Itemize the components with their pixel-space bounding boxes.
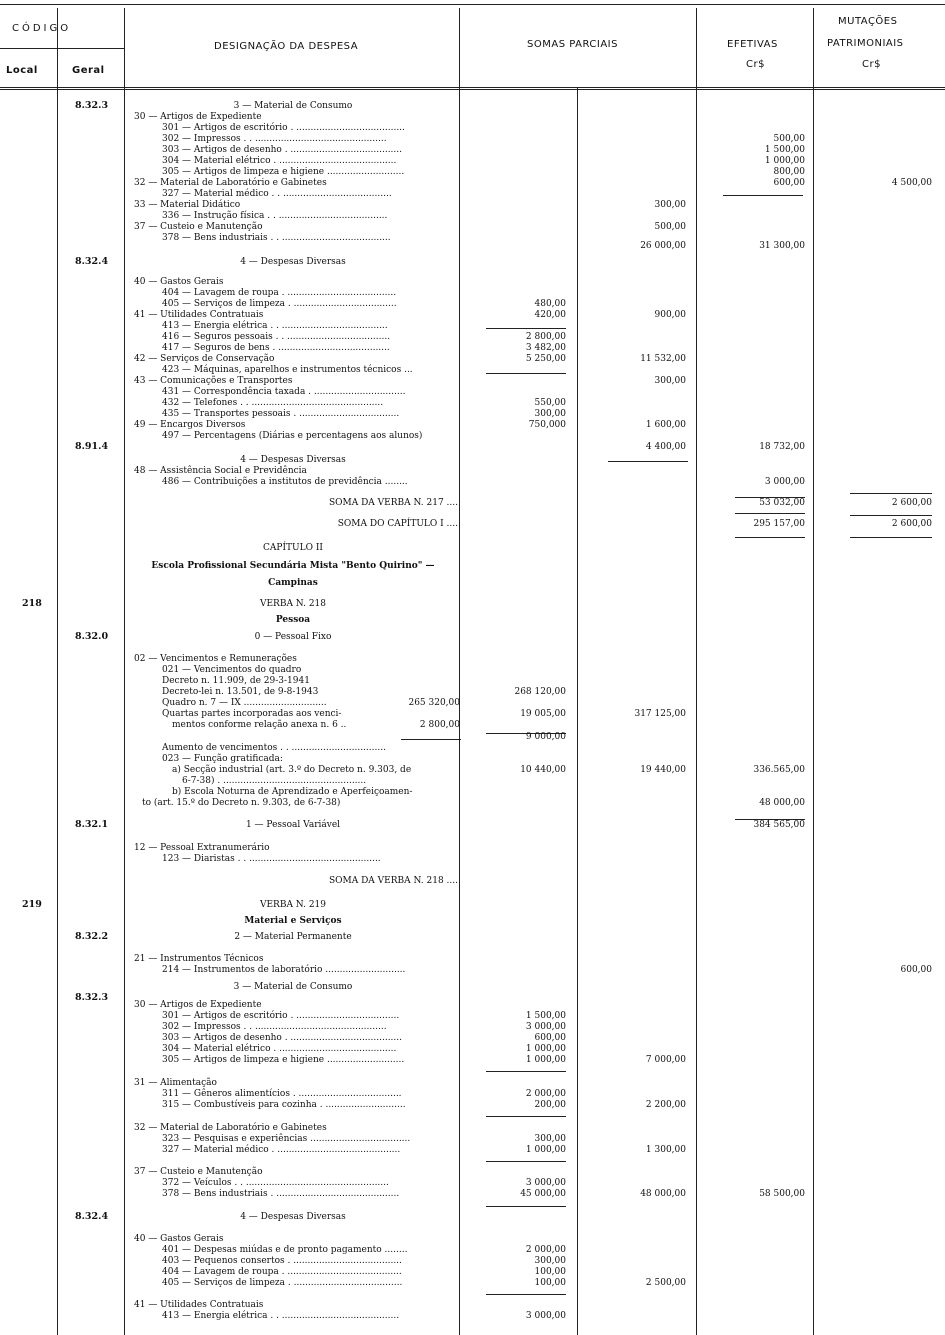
amount-p1: 600,00 <box>534 1033 566 1043</box>
header-designacao: DESIGNAÇÃO DA DESPESA <box>214 41 359 52</box>
line-description: 405 — Serviços de limpeza . .................................... <box>162 299 397 309</box>
line-description: 21 — Instrumentos Técnicos <box>134 954 264 964</box>
line-description: Quartas partes incorporadas aos venci- <box>162 709 342 719</box>
amount-e: 58 500,00 <box>759 1189 805 1199</box>
amount-p2: 2 200,00 <box>645 1100 686 1110</box>
line-description: 41 — Utilidades Contratuais <box>134 1300 264 1310</box>
line-description: SOMA DA VERBA N. 217 .... <box>328 498 458 508</box>
line-description: 6-7-38) . .................................................. <box>182 776 367 786</box>
line-description: 40 — Gastos Gerais <box>134 1234 224 1244</box>
amount-m: 600,00 <box>900 965 932 975</box>
total-rule <box>735 513 805 514</box>
line-description: 4 — Despesas Diversas <box>240 1212 346 1222</box>
line-code-geral: 8.32.4 <box>75 256 109 267</box>
line-code-geral: 8.32.3 <box>75 100 109 111</box>
line-description: Aumento de vencimentos . . ................................. <box>162 743 386 753</box>
total-rule <box>850 493 932 494</box>
amount-e: 53 032,00 <box>759 498 805 508</box>
amount-e: 1 500,00 <box>764 145 805 155</box>
line-description: 323 — Pesquisas e experiências ................................... <box>162 1134 411 1144</box>
subtotal-rule <box>401 739 461 740</box>
amount-e: 48 000,00 <box>759 798 805 808</box>
line-description: 303 — Artigos de desenho . ....................................... <box>162 145 403 155</box>
header-codigo-rule <box>0 48 124 49</box>
line-description: 02 — Vencimentos e Remunerações <box>134 654 297 664</box>
amount-e: 18 732,00 <box>759 442 805 452</box>
amount-p1: 268 120,00 <box>514 687 566 697</box>
col-divider-somas <box>696 8 697 1335</box>
line-description: 417 — Seguros de bens . ....................................... <box>162 343 390 353</box>
line-description: 123 — Diaristas . . .............................................. <box>162 854 381 864</box>
line-description: 41 — Utilidades Contratuais <box>134 310 264 320</box>
subtotal-rule <box>608 461 688 462</box>
line-description: 378 — Bens industriais . ........................................... <box>162 1189 400 1199</box>
amount-e: 384 565,00 <box>753 820 805 830</box>
amount-p1: 1 000,00 <box>525 1044 566 1054</box>
header-mutacoes: MUTAÇÕES <box>838 16 898 27</box>
line-description: Material e Serviços <box>244 916 342 926</box>
header-somas: SOMAS PARCIAIS <box>527 39 618 50</box>
amount-p1: 3 000,00 <box>525 1022 566 1032</box>
line-description: 33 — Material Didático <box>134 200 241 210</box>
amount-p1: 300,00 <box>534 1134 566 1144</box>
line-description: 311 — Gêneros alimentícios . .................................... <box>162 1089 402 1099</box>
total-rule <box>850 537 932 538</box>
line-description: 32 — Material de Laboratório e Gabinetes <box>134 178 327 188</box>
col-divider-local <box>57 8 58 1335</box>
amount-e: 800,00 <box>773 167 805 177</box>
header-efetivas: EFETIVAS <box>727 39 778 50</box>
line-code-geral: 8.32.4 <box>75 1211 109 1222</box>
amount-p2: 500,00 <box>654 222 686 232</box>
amount-m: 2 600,00 <box>891 498 932 508</box>
line-description: 48 — Assistência Social e Previdência <box>134 466 307 476</box>
amount-p1: 1 500,00 <box>525 1011 566 1021</box>
line-description: 403 — Pequenos consertos . ...................................... <box>162 1256 402 1266</box>
col-divider-geral <box>124 8 125 1335</box>
line-description: Decreto-lei n. 13.501, de 9-8-1943 <box>162 687 319 697</box>
header-mutacoes-unit: Cr$ <box>862 59 881 70</box>
header-codigo: CÓDIGO <box>12 23 72 34</box>
amount-q: 265 320,00 <box>408 698 460 708</box>
line-description: 405 — Serviços de limpeza . ...................................... <box>162 1278 403 1288</box>
line-description: 023 — Função gratificada: <box>162 754 283 764</box>
line-description: 486 — Contribuições a institutos de previdência ........ <box>162 477 408 487</box>
line-description: CAPÍTULO II <box>263 543 323 553</box>
line-description: 413 — Energia elétrica . . ......................................... <box>162 1311 400 1321</box>
amount-p1: 10 440,00 <box>520 765 566 775</box>
amount-p1: 2 000,00 <box>525 1089 566 1099</box>
line-code-geral: 8.32.3 <box>75 992 109 1003</box>
amount-e: 31 300,00 <box>759 241 805 251</box>
amount-p2: 1 600,00 <box>645 420 686 430</box>
line-description: mentos conforme relação anexa n. 6 .. <box>172 720 347 730</box>
line-description: 30 — Artigos de Expediente <box>134 1000 262 1010</box>
amount-m: 2 600,00 <box>891 519 932 529</box>
line-description: 37 — Custeio e Manutenção <box>134 1167 263 1177</box>
header-bottom-rule <box>0 87 945 88</box>
amount-p2: 300,00 <box>654 200 686 210</box>
subtotal-rule <box>486 1161 566 1162</box>
amount-p1: 3 000,00 <box>525 1311 566 1321</box>
amount-p1: 200,00 <box>534 1100 566 1110</box>
subtotal-rule <box>486 1071 566 1072</box>
line-code-geral: 8.32.1 <box>75 819 109 830</box>
amount-p2: 2 500,00 <box>645 1278 686 1288</box>
line-description: a) Secção industrial (art. 3.º do Decreto n. 9.303, de <box>172 765 412 775</box>
line-description: Campinas <box>268 578 318 588</box>
line-description: 12 — Pessoal Extranumerário <box>134 843 270 853</box>
col-divider-efetivas <box>813 8 814 1335</box>
line-description: 40 — Gastos Gerais <box>134 277 224 287</box>
line-description: Pessoa <box>275 615 311 625</box>
subtotal-rule <box>486 1116 566 1117</box>
line-description: 3 — Material de Consumo <box>233 101 353 111</box>
line-description: 32 — Material de Laboratório e Gabinetes <box>134 1123 327 1133</box>
line-description: 49 — Encargos Diversos <box>134 420 246 430</box>
amount-m: 4 500,00 <box>891 178 932 188</box>
line-description: 413 — Energia elétrica . . ..................................... <box>162 321 388 331</box>
amount-p1: 5 250,00 <box>525 354 566 364</box>
line-description: 4 — Despesas Diversas <box>240 257 346 267</box>
line-description: 327 — Material médico . . ...................................... <box>162 189 392 199</box>
col-divider-somas-mid <box>577 88 578 1335</box>
amount-p1: 300,00 <box>534 1256 566 1266</box>
amount-p2: 26 000,00 <box>640 241 686 251</box>
header-patrimoniais: PATRIMONIAIS <box>827 38 904 49</box>
amount-p2: 11 532,00 <box>640 354 686 364</box>
amount-e: 500,00 <box>773 134 805 144</box>
header-efetivas-unit: Cr$ <box>746 59 765 70</box>
line-description: 378 — Bens industriais . . ...................................... <box>162 233 391 243</box>
line-code-local: 218 <box>22 598 42 609</box>
line-description: 423 — Máquinas, aparelhos e instrumentos técnicos ... <box>162 365 413 375</box>
line-description: 304 — Material elétrico . ......................................... <box>162 1044 397 1054</box>
amount-p1: 100,00 <box>534 1278 566 1288</box>
line-description: VERBA N. 218 <box>259 599 327 609</box>
total-rule <box>735 537 805 538</box>
line-description: 214 — Instrumentos de laboratório ............................ <box>162 965 406 975</box>
line-description: 3 — Material de Consumo <box>233 982 353 992</box>
line-code-geral: 8.32.2 <box>75 931 109 942</box>
amount-e: 336.565,00 <box>753 765 805 775</box>
amount-p1: 420,00 <box>534 310 566 320</box>
line-description: 301 — Artigos de escritório . ...................................... <box>162 123 405 133</box>
amount-p2: 300,00 <box>654 376 686 386</box>
line-description: 372 — Veículos . . .................................................. <box>162 1178 389 1188</box>
line-description: 416 — Seguros pessoais . . .................................... <box>162 332 391 342</box>
amount-p1: 45 000,00 <box>520 1189 566 1199</box>
amount-p2: 317 125,00 <box>634 709 686 719</box>
amount-q: 2 800,00 <box>419 720 460 730</box>
line-code-geral: 8.32.0 <box>75 631 109 642</box>
amount-e: 295 157,00 <box>753 519 805 529</box>
line-description: 31 — Alimentação <box>134 1078 217 1088</box>
line-description: 497 — Percentagens (Diárias e percentagens aos alunos) <box>162 431 423 441</box>
amount-p1: 3 000,00 <box>525 1178 566 1188</box>
line-description: Escola Profissional Secundária Mista "Bento Quirino" — <box>151 561 435 571</box>
subtotal-rule <box>723 195 803 196</box>
line-description: 304 — Material elétrico . ......................................... <box>162 156 397 166</box>
amount-p2: 48 000,00 <box>640 1189 686 1199</box>
line-description: 305 — Artigos de limpeza e higiene ........................... <box>162 167 405 177</box>
amount-p1: 19 005,00 <box>520 709 566 719</box>
subtotal-rule <box>486 328 566 329</box>
amount-e: 1 000,00 <box>764 156 805 166</box>
amount-p1: 9 000,00 <box>525 732 566 742</box>
subtotal-rule <box>486 373 566 374</box>
line-description: 301 — Artigos de escritório . .................................... <box>162 1011 400 1021</box>
col-divider-designacao <box>459 8 460 1335</box>
amount-p1: 550,00 <box>534 398 566 408</box>
line-code-local: 219 <box>22 899 42 910</box>
amount-p2: 1 300,00 <box>645 1145 686 1155</box>
line-description: 305 — Artigos de limpeza e higiene ........................... <box>162 1055 405 1065</box>
amount-p1: 480,00 <box>534 299 566 309</box>
line-description: 302 — Impressos . . .............................................. <box>162 1022 387 1032</box>
line-description: 37 — Custeio e Manutenção <box>134 222 263 232</box>
line-description: 401 — Despesas miúdas e de pronto pagamento ........ <box>162 1245 408 1255</box>
header-local: Local <box>6 65 38 76</box>
line-description: 2 — Material Permanente <box>234 932 352 942</box>
amount-p1: 300,00 <box>534 409 566 419</box>
amount-p2: 4 400,00 <box>645 442 686 452</box>
line-description: VERBA N. 219 <box>259 900 327 910</box>
header-bottom-rule-2 <box>0 89 945 90</box>
line-description: to (art. 15.º do Decreto n. 9.303, de 6-7-38) <box>142 798 341 808</box>
amount-p2: 900,00 <box>654 310 686 320</box>
amount-e: 3 000,00 <box>764 477 805 487</box>
amount-p1: 3 482,00 <box>525 343 566 353</box>
line-description: SOMA DA VERBA N. 218 .... <box>328 876 458 886</box>
total-rule <box>850 515 932 516</box>
line-description: 42 — Serviços de Conservação <box>134 354 275 364</box>
line-description: 336 — Instrução física . . ...................................... <box>162 211 388 221</box>
amount-p1: 100,00 <box>534 1267 566 1277</box>
line-description: 327 — Material médico . ........................................... <box>162 1145 401 1155</box>
amount-p1: 1 000,00 <box>525 1055 566 1065</box>
line-description: b) Escola Noturna de Aprendizado e Aperfeiçoamen- <box>172 787 413 797</box>
amount-p2: 19 440,00 <box>640 765 686 775</box>
header-top-rule <box>0 4 945 5</box>
subtotal-rule <box>486 1294 566 1295</box>
line-description: 4 — Despesas Diversas <box>240 455 346 465</box>
amount-e: 600,00 <box>773 178 805 188</box>
line-description: SOMA DO CAPÍTULO I .... <box>337 519 458 529</box>
line-description: 302 — Impressos . . .............................................. <box>162 134 387 144</box>
line-description: 303 — Artigos de desenho . ....................................... <box>162 1033 403 1043</box>
line-description: 1 — Pessoal Variável <box>245 820 341 830</box>
amount-p1: 2 000,00 <box>525 1245 566 1255</box>
line-description: 431 — Correspondência taxada . ................................ <box>162 387 406 397</box>
line-description: 021 — Vencimentos do quadro <box>162 665 302 675</box>
line-description: 432 — Telefones . . .............................................. <box>162 398 384 408</box>
line-description: Decreto n. 11.909, de 29-3-1941 <box>162 676 310 686</box>
line-description: 30 — Artigos de Expediente <box>134 112 262 122</box>
amount-p1: 2 800,00 <box>525 332 566 342</box>
line-description: Quadro n. 7 — IX ............................. <box>162 698 327 708</box>
line-description: 404 — Lavagem de roupa . ........................................ <box>162 1267 402 1277</box>
line-description: 315 — Combustíveis para cozinha . ............................ <box>162 1100 406 1110</box>
subtotal-rule <box>486 1206 566 1207</box>
line-description: 404 — Lavagem de roupa . ...................................... <box>162 288 397 298</box>
header-geral: Geral <box>72 65 105 76</box>
amount-p1: 1 000,00 <box>525 1145 566 1155</box>
line-description: 43 — Comunicações e Transportes <box>134 376 293 386</box>
amount-p2: 7 000,00 <box>645 1055 686 1065</box>
line-description: 0 — Pessoal Fixo <box>254 632 332 642</box>
line-code-geral: 8.91.4 <box>75 441 109 452</box>
line-description: 435 — Transportes pessoais . ................................... <box>162 409 400 419</box>
amount-p1: 750,000 <box>528 420 566 430</box>
